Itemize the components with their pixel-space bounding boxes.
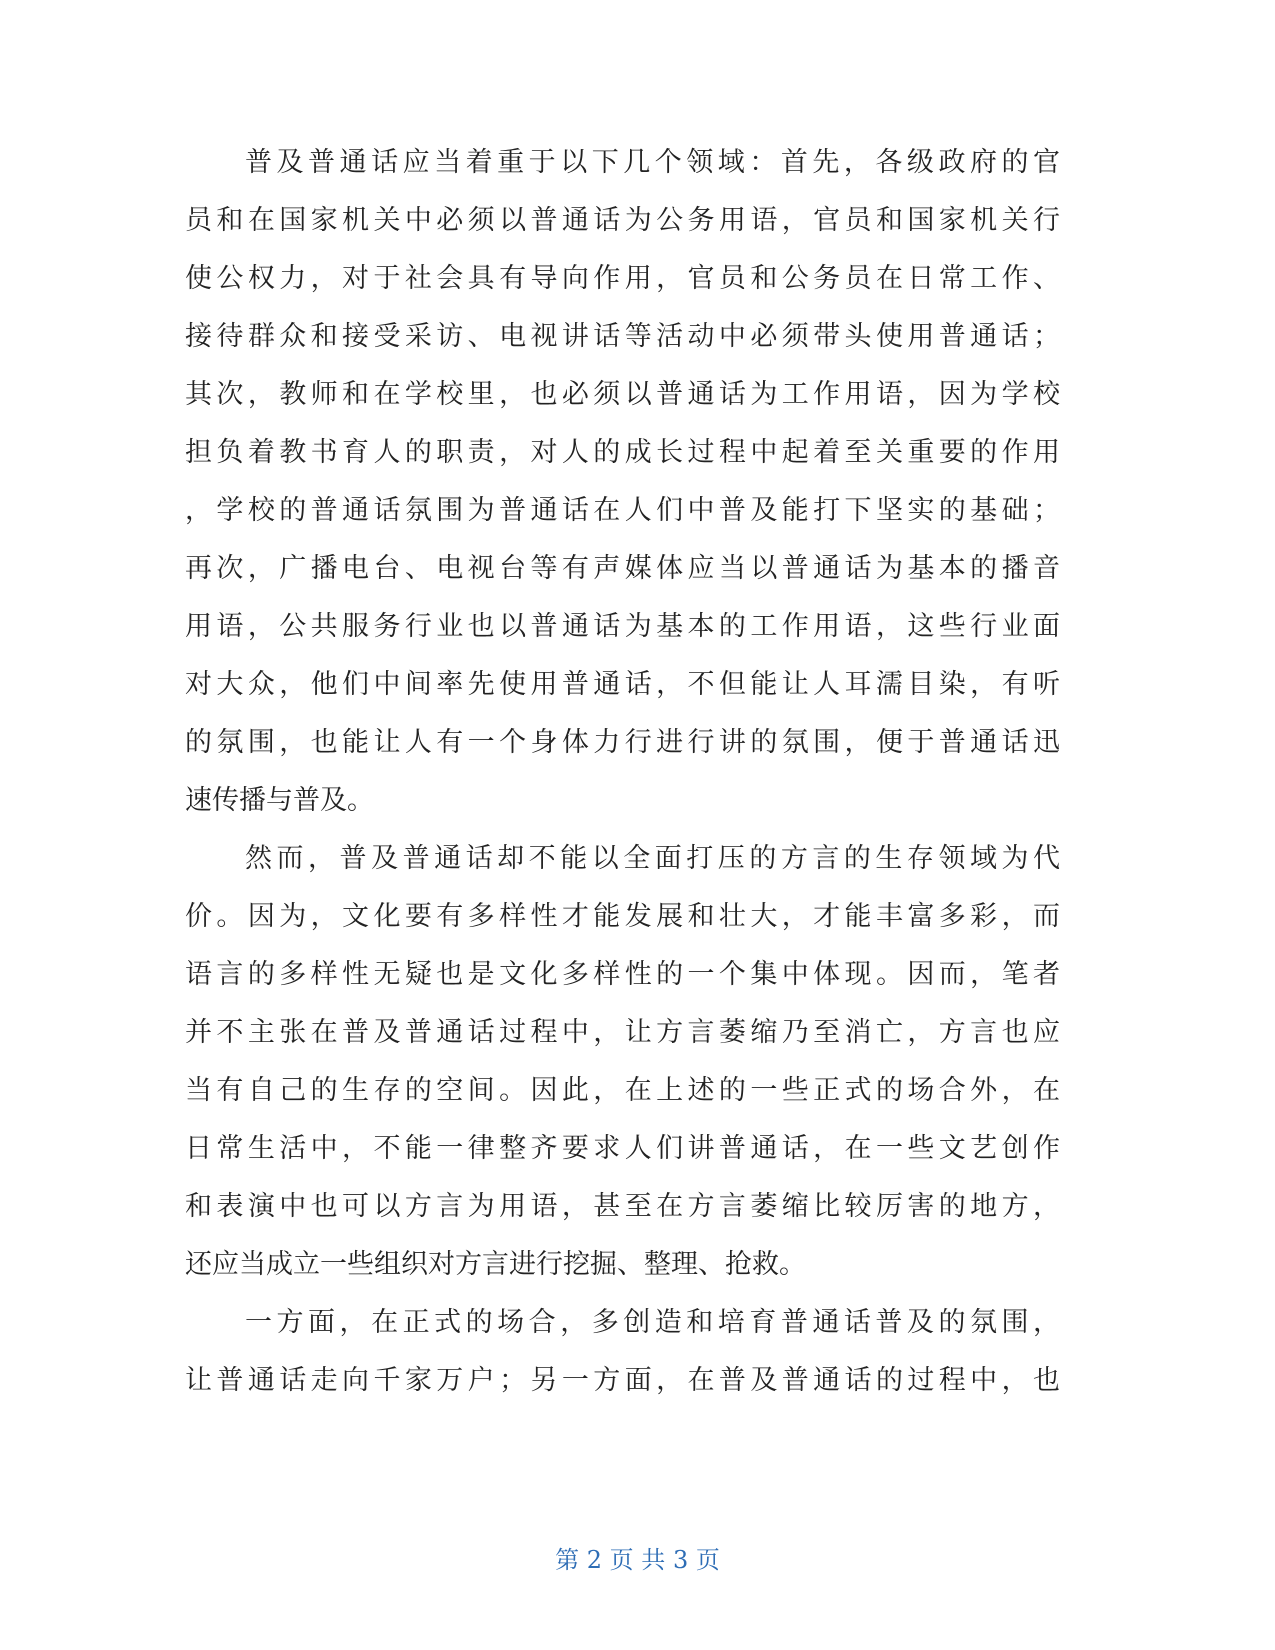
- paragraph-1-line-5: 其次，教师和在学校里，也必须以普通话为工作用语，因为学校: [185, 379, 1060, 410]
- paragraph-2-line-5: 当有自己的生存的空间。因此，在上述的一些正式的场合外，在: [185, 1075, 1060, 1106]
- paragraph-1-line-3: 使公权力，对于社会具有导向作用，官员和公务员在日常工作、: [185, 263, 1060, 294]
- paragraph-2-line-4: 并不主张在普及普通话过程中，让方言萎缩乃至消亡，方言也应: [185, 1017, 1060, 1048]
- paragraph-2-line-2: 价。因为，文化要有多样性才能发展和壮大，才能丰富多彩，而: [185, 901, 1060, 932]
- paragraph-3-line-1: 一方面，在正式的场合，多创造和培育普通话普及的氛围，: [245, 1307, 1060, 1338]
- paragraph-1-line-10: 对大众，他们中间率先使用普通话，不但能让人耳濡目染，有听: [185, 669, 1060, 700]
- paragraph-1-line-12: 速传播与普及。: [185, 785, 374, 816]
- paragraph-1-line-8: 再次，广播电台、电视台等有声媒体应当以普通话为基本的播音: [185, 553, 1060, 584]
- page-number-footer: 第 2 页 共 3 页: [555, 1546, 720, 1574]
- paragraph-2-line-6: 日常生活中，不能一律整齐要求人们讲普通话，在一些文艺创作: [185, 1133, 1060, 1164]
- paragraph-2-line-7: 和表演中也可以方言为用语，甚至在方言萎缩比较厉害的地方，: [185, 1191, 1060, 1222]
- paragraph-2-line-1: 然而，普及普通话却不能以全面打压的方言的生存领域为代: [245, 843, 1060, 874]
- paragraph-3-line-2: 让普通话走向千家万户；另一方面，在普及普通话的过程中，也: [185, 1365, 1060, 1396]
- paragraph-1-line-1: 普及普通话应当着重于以下几个领域：首先，各级政府的官: [245, 147, 1060, 178]
- paragraph-1-line-2: 员和在国家机关中必须以普通话为公务用语，官员和国家机关行: [185, 205, 1060, 236]
- paragraph-1-line-11: 的氛围，也能让人有一个身体力行进行讲的氛围，便于普通话迅: [185, 727, 1060, 758]
- paragraph-1-line-4: 接待群众和接受采访、电视讲话等活动中必须带头使用普通话；: [185, 321, 1060, 352]
- paragraph-1-line-6: 担负着教书育人的职责，对人的成长过程中起着至关重要的作用: [185, 437, 1060, 468]
- paragraph-1-line-7: ，学校的普通话氛围为普通话在人们中普及能打下坚实的基础；: [185, 495, 1060, 526]
- paragraph-2-line-3: 语言的多样性无疑也是文化多样性的一个集中体现。因而，笔者: [185, 959, 1060, 990]
- paragraph-1-line-9: 用语，公共服务行业也以普通话为基本的工作用语，这些行业面: [185, 611, 1060, 642]
- paragraph-2-line-8: 还应当成立一些组织对方言进行挖掘、整理、抢救。: [185, 1249, 806, 1280]
